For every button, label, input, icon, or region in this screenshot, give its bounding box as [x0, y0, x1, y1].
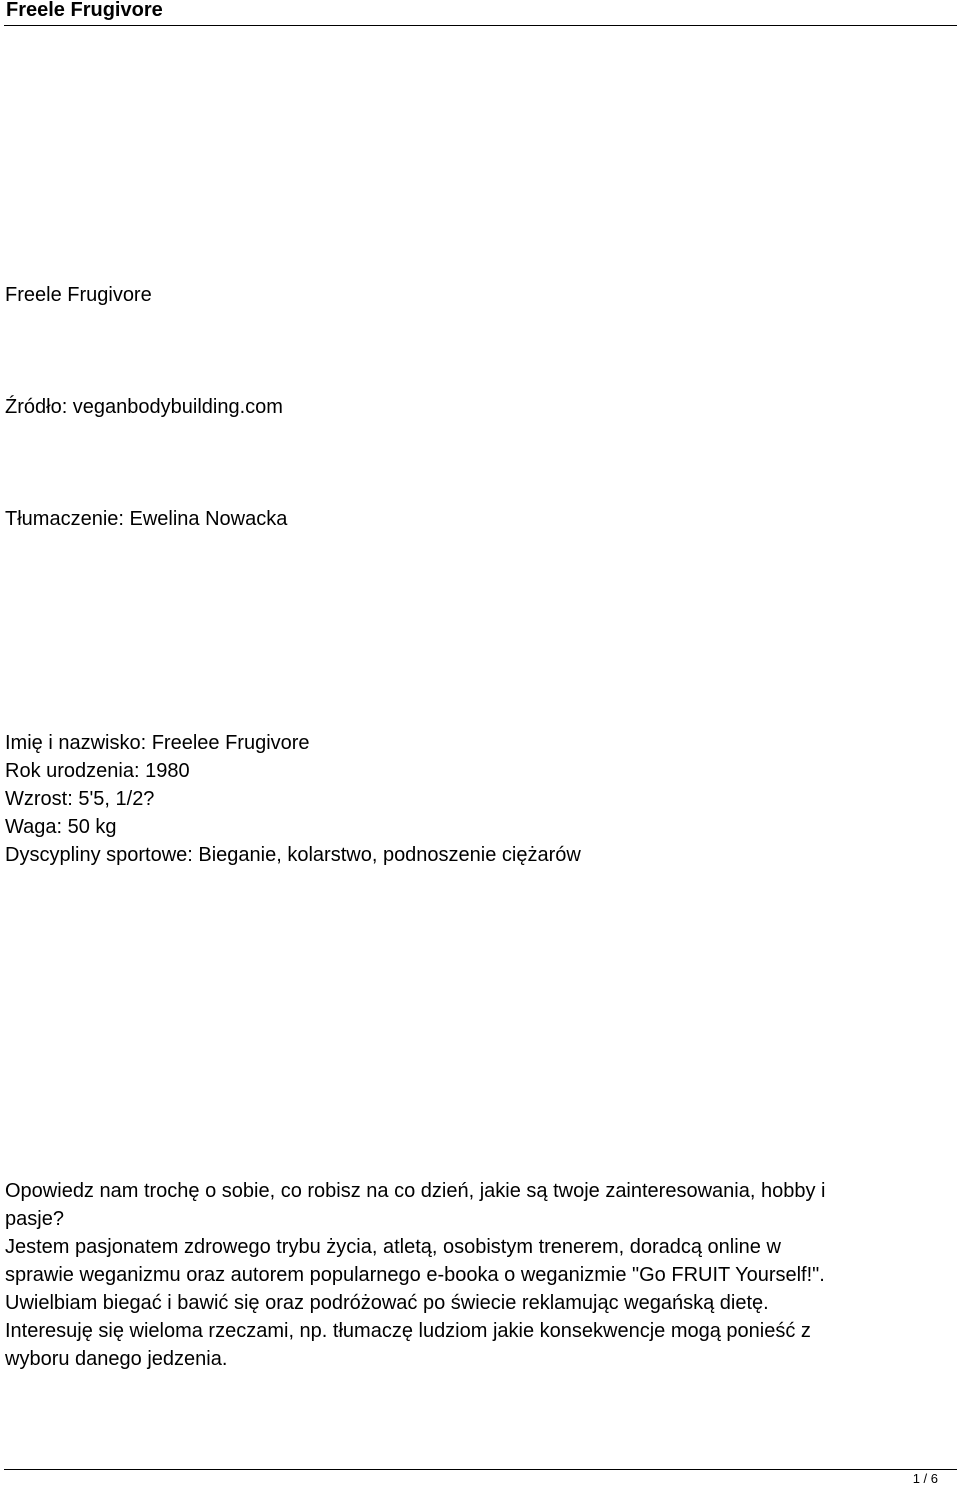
answer-line: sprawie weganizmu oraz autorem popularnego e-booka o weganizmie "Go FRUIT Yourself!". — [5, 1264, 825, 1286]
answer-line: wyboru danego jedzenia. — [5, 1348, 228, 1370]
profile-birth-year: Rok urodzenia: 1980 — [5, 760, 190, 782]
answer-line: Jestem pasjonatem zdrowego trybu życia, atletą, osobistym trenerem, doradcą online w — [5, 1236, 781, 1258]
page-number: 1 / 6 — [912, 1471, 938, 1486]
document-title: Freele Frugivore — [5, 284, 152, 306]
profile-height: Wzrost: 5'5, 1/2? — [5, 788, 155, 810]
translation-line: Tłumaczenie: Ewelina Nowacka — [5, 508, 288, 530]
profile-name: Imię i nazwisko: Freelee Frugivore — [5, 732, 310, 754]
question-line: Opowiedz nam trochę o sobie, co robisz na co dzień, jakie są twoje zainteresowania, hobby i — [5, 1180, 826, 1202]
question-line: pasje? — [5, 1208, 64, 1230]
header-title: Freele Frugivore — [6, 0, 163, 21]
footer-divider — [4, 1469, 957, 1470]
answer-line: Uwielbiam biegać i bawić się oraz podróżować po świecie reklamując wegańską dietę. — [5, 1292, 769, 1314]
profile-weight: Waga: 50 kg — [5, 816, 117, 838]
source-line: Źródło: veganbodybuilding.com — [5, 396, 283, 418]
header-divider — [4, 25, 957, 26]
answer-line: Interesuję się wieloma rzeczami, np. tłumaczę ludziom jakie konsekwencje mogą ponieść z — [5, 1320, 811, 1342]
profile-sports: Dyscypliny sportowe: Bieganie, kolarstwo, podnoszenie ciężarów — [5, 844, 581, 866]
